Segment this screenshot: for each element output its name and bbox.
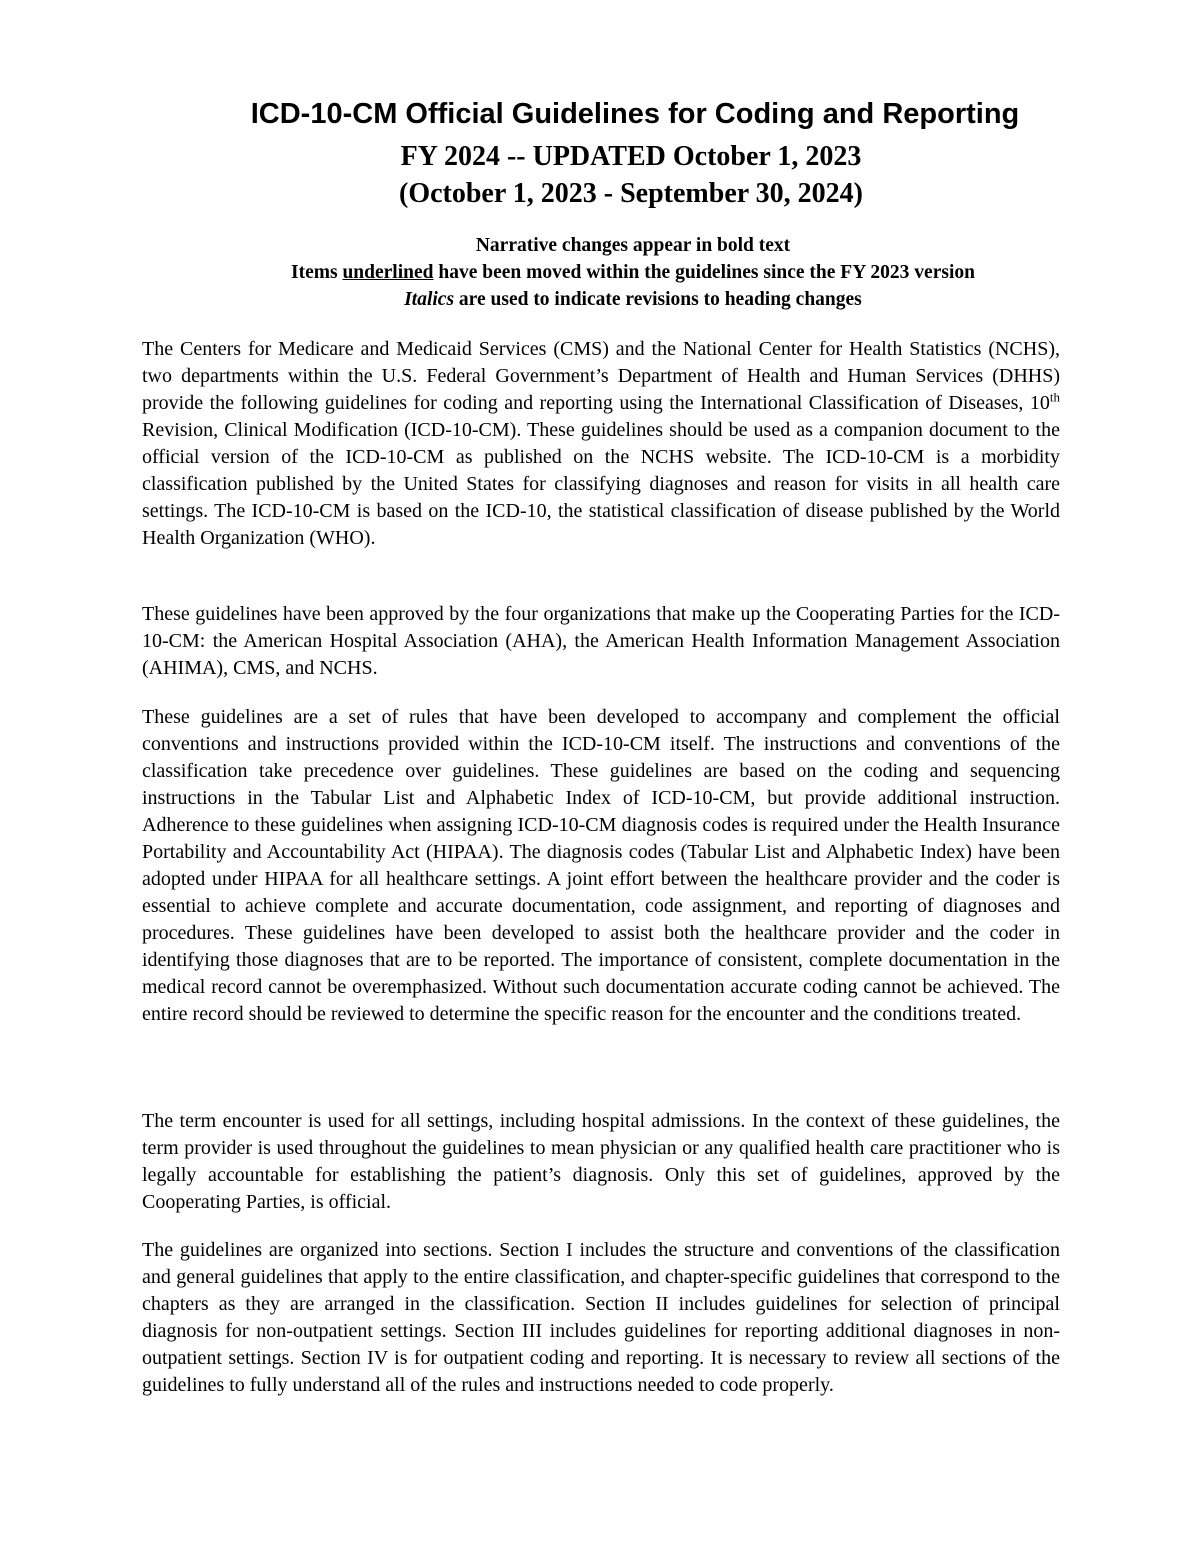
note-underlined-word: underlined bbox=[342, 262, 434, 283]
paragraph-terms: The term encounter is used for all settings, including hospital admissions. In the context of these guidelines, the term provider is used throughout the guidelines to mean physician or any qualified health care practitioner who is legally accountable for establishing the patient’s diagnosis. Only this set of guidelines, approved by the Cooperating Parties, is official. bbox=[142, 1110, 1060, 1213]
paragraph-approval: These guidelines have been approved by the four organizations that make up the Cooperating Parties for the ICD-10-CM: the American Hospital Association (AHA), the American Health Information Management Association (AHIMA), CMS, and NCHS. bbox=[142, 603, 1060, 679]
note-italics bbox=[0, 286, 1200, 313]
paragraph-sections: The guidelines are organized into sections. Section I includes the structure and conventions of the classification and general guidelines that apply to the entire classification, and chapter-specific guidelines that correspond to the chapters as they are arranged in the classification. Section II includes guidelines for selection of principal diagnosis for non-outpatient settings. Section III includes guidelines for reporting additional diagnoses in non-outpatient settings. Section IV is for outpatient coding and reporting. It is necessary to review all sections of the guidelines to fully understand all of the rules and instructions needed to code properly. bbox=[142, 1239, 1060, 1396]
paragraph-intro bbox=[142, 336, 1060, 552]
document-subtitle-version: FY 2024 -- UPDATED October 1, 2023 bbox=[400, 141, 862, 172]
paragraph-intro-part2: Revision, Clinical Modification (ICD-10-CM). These guidelines should be used as a companion document to the official version of the ICD-10-CM as published on the NCHS website. The ICD-10-CM is a morbidity classification published by the United States for classifying diagnoses and reason for visits in all health care settings. The ICD-10-CM is based on the ICD-10, the statistical classification of disease published by the World Health Organization (WHO). bbox=[142, 419, 1060, 549]
note-underlined-suffix: have been moved within the guidelines since the FY 2023 version bbox=[433, 262, 975, 283]
note-italics-suffix: are used to indicate revisions to heading changes bbox=[454, 289, 862, 310]
note-italics-word: Italics bbox=[404, 289, 455, 310]
note-underlined-prefix: Items bbox=[291, 262, 343, 283]
document-subtitle-period: (October 1, 2023 - September 30, 2024) bbox=[399, 178, 863, 209]
document-title: ICD-10-CM Official Guidelines for Coding and Reporting bbox=[250, 98, 1020, 130]
paragraph-rules: These guidelines are a set of rules that have been developed to accompany and complement the official conventions and instructions provided within the ICD-10-CM itself. The instructions and conventions of the classification take precedence over guidelines. These guidelines are based on the coding and sequencing instructions in the Tabular List and Alphabetic Index of ICD-10-CM, but provide additional instruction. Adherence to these guidelines when assigning ICD-10-CM diagnosis codes is required under the Health Insurance Portability and Accountability Act (HIPAA). The diagnosis codes (Tabular List and Alphabetic Index) have been adopted under HIPAA for all healthcare settings. A joint effort between the healthcare provider and the coder is essential to achieve complete and accurate documentation, code assignment, and reporting of diagnoses and procedures. These guidelines have been developed to assist both the healthcare provider and the coder in identifying those diagnoses that are to be reported. The importance of consistent, complete documentation in the medical record cannot be overemphasized. Without such documentation accurate coding cannot be achieved. The entire record should be reviewed to determine the specific reason for the encounter and the conditions treated. bbox=[142, 706, 1060, 1025]
paragraph-intro-part1: The Centers for Medicare and Medicaid Services (CMS) and the National Center for Health Statistics (NCHS), two departments within the U.S. Federal Government’s Department of Health and Human Services (DHHS) provide the following guidelines for coding and reporting using the International Classification of Diseases, 10 bbox=[142, 338, 1060, 414]
note-underlined-items bbox=[0, 259, 1200, 286]
revision-notes bbox=[0, 232, 1200, 313]
note-bold-text: Narrative changes appear in bold text bbox=[475, 235, 791, 256]
superscript-th: th bbox=[1049, 389, 1060, 405]
